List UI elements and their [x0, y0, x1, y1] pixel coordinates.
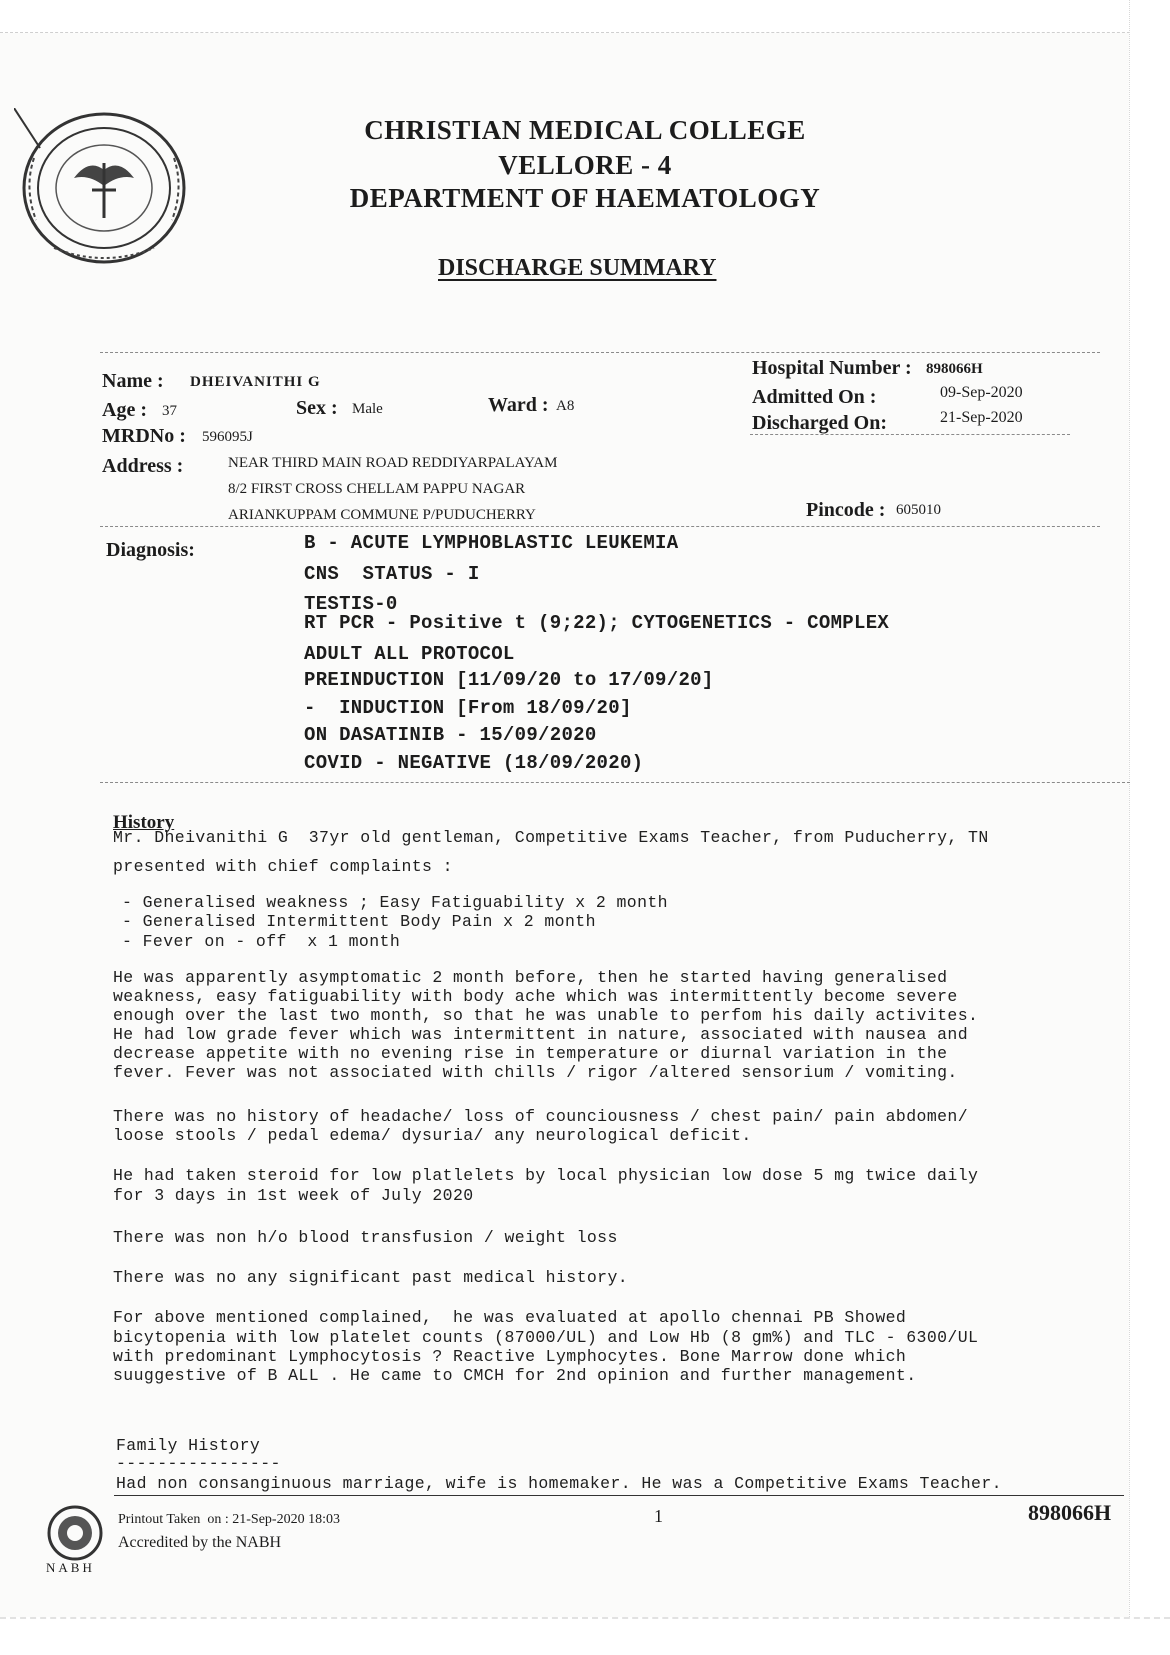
history-paragraph-line: fever. Fever was not associated with chills / rigor /altered sensorium / vomiting. — [113, 1063, 958, 1082]
history-paragraph-line: suuggestive of B ALL . He came to CMCH for 2nd opinion and further management. — [113, 1366, 917, 1385]
hospital-number: 898066H — [926, 361, 983, 377]
department-name: DEPARTMENT OF HAEMATOLOGY — [349, 183, 821, 213]
complaint-item: - Generalised weakness ; Easy Fatiguability x 2 month — [122, 893, 668, 912]
complaint-item: - Generalised Intermittent Body Pain x 2 month — [122, 912, 596, 931]
history-paragraph-line: He had taken steroid for low platlelets by local physician low dose 5 mg twice daily — [113, 1166, 979, 1185]
name-label: Name : — [102, 370, 164, 392]
sex-label: Sex : — [296, 397, 338, 419]
family-history-heading: Family History — [116, 1436, 261, 1455]
pincode: 605010 — [896, 502, 941, 518]
hospital-code: 898066H — [1028, 1500, 1112, 1525]
divider — [114, 1495, 1124, 1496]
scan-edge-top — [0, 0, 1170, 33]
history-paragraph-line: for 3 days in 1st week of July 2020 — [113, 1186, 474, 1205]
history-paragraph-line: decrease appetite with no evening rise in temperature or diurnal variation in the — [113, 1044, 948, 1063]
family-history-divider: ---------------- — [116, 1454, 281, 1473]
complaint-item: - Fever on - off x 1 month — [122, 932, 401, 951]
page-number: 1 — [654, 1506, 663, 1526]
history-intro-line: Mr. Dheivanithi G 37yr old gentleman, Competitive Exams Teacher, from Puducherry, TN — [113, 828, 989, 847]
history-paragraph-line: There was no any significant past medical history. — [113, 1268, 629, 1287]
address-line: 8/2 FIRST CROSS CHELLAM PAPPU NAGAR — [228, 481, 526, 497]
diagnosis-line: COVID - NEGATIVE (18/09/2020) — [304, 752, 644, 774]
history-intro-line: presented with chief complaints : — [113, 857, 453, 876]
discharged-label: Discharged On: — [752, 412, 887, 434]
age-label: Age : — [102, 399, 147, 421]
diagnosis-line: RT PCR - Positive t (9;22); CYTOGENETICS - COMPLEX — [304, 612, 890, 634]
history-paragraph-line: There was non h/o blood transfusion / weight loss — [113, 1228, 618, 1247]
history-paragraph-line: loose stools / pedal edema/ dysuria/ any neurological deficit. — [113, 1126, 752, 1145]
divider — [750, 434, 1070, 435]
address-line: ARIANKUPPAM COMMUNE P/PUDUCHERRY — [228, 507, 536, 523]
history-paragraph-line: enough over the last two month, so that he was unable to perfom his daily activites. — [113, 1006, 979, 1025]
scan-edge-right — [1129, 0, 1170, 1655]
scan-edge-bottom — [0, 1617, 1170, 1655]
nabh-mark: NABH — [46, 1560, 95, 1575]
institution-city: VELLORE - 4 — [498, 150, 672, 180]
history-paragraph-line: bicytopenia with low platelet counts (87000/UL) and Low Hb (8 gm%) and TLC - 6300/UL — [113, 1328, 979, 1347]
address-label: Address : — [102, 455, 184, 477]
history-heading: History — [113, 812, 175, 833]
diagnosis-line: ON DASATINIB - 15/09/2020 — [304, 724, 597, 746]
ward-label: Ward : — [488, 394, 549, 416]
history-paragraph-line: weakness, easy fatiguability with body ache which was intermittently become severe — [113, 987, 958, 1006]
divider — [100, 526, 1100, 527]
diagnosis-line: PREINDUCTION [11/09/20 to 17/09/20] — [304, 669, 714, 691]
mrd-label: MRDNo : — [102, 425, 186, 447]
address-line: NEAR THIRD MAIN ROAD REDDIYARPALAYAM — [228, 455, 558, 471]
admitted-date: 09-Sep-2020 — [940, 384, 1023, 401]
diagnosis-line: TESTIS-0 — [304, 593, 398, 615]
diagnosis-line: B - ACUTE LYMPHOBLASTIC LEUKEMIA — [304, 532, 679, 554]
patient-age: 37 — [162, 403, 177, 419]
institution-name: CHRISTIAN MEDICAL COLLEGE — [364, 115, 806, 145]
patient-ward: A8 — [556, 398, 575, 414]
document-title: DISCHARGE SUMMARY — [438, 255, 717, 281]
admitted-label: Admitted On : — [752, 386, 877, 408]
pincode-label: Pincode : — [806, 499, 886, 521]
divider — [100, 352, 1100, 353]
diagnosis-label: Diagnosis: — [106, 539, 195, 561]
history-paragraph-line: For above mentioned complained, he was evaluated at apollo chennai PB Showed — [113, 1308, 907, 1327]
printout-timestamp: Printout Taken on : 21-Sep-2020 18:03 — [118, 1512, 340, 1527]
history-paragraph-line: He was apparently asymptomatic 2 month before, then he started having generalised — [113, 968, 948, 987]
history-paragraph-line: There was no history of headache/ loss of counciousness / chest pain/ pain abdomen/ — [113, 1107, 969, 1126]
diagnosis-line: ADULT ALL PROTOCOL — [304, 643, 515, 665]
patient-mrd: 596095J — [202, 429, 253, 445]
patient-name: DHEIVANITHI G — [190, 374, 321, 390]
diagnosis-line: CNS STATUS - I — [304, 563, 480, 585]
discharged-date: 21-Sep-2020 — [940, 409, 1023, 426]
history-paragraph-line: with predominant Lymphocytosis ? Reactive Lymphocytes. Bone Marrow done which — [113, 1347, 907, 1366]
family-history-text: Had non consanginuous marriage, wife is homemaker. He was a Competitive Exams Teacher. — [116, 1474, 1002, 1493]
divider — [100, 782, 1130, 783]
history-paragraph-line: He had low grade fever which was intermittent in nature, associated with nausea and — [113, 1025, 969, 1044]
hospital-number-label: Hospital Number : — [752, 357, 912, 379]
diagnosis-line: - INDUCTION [From 18/09/20] — [304, 697, 632, 719]
accreditation-note: Accredited by the NABH — [118, 1534, 282, 1551]
patient-sex: Male — [352, 401, 383, 417]
